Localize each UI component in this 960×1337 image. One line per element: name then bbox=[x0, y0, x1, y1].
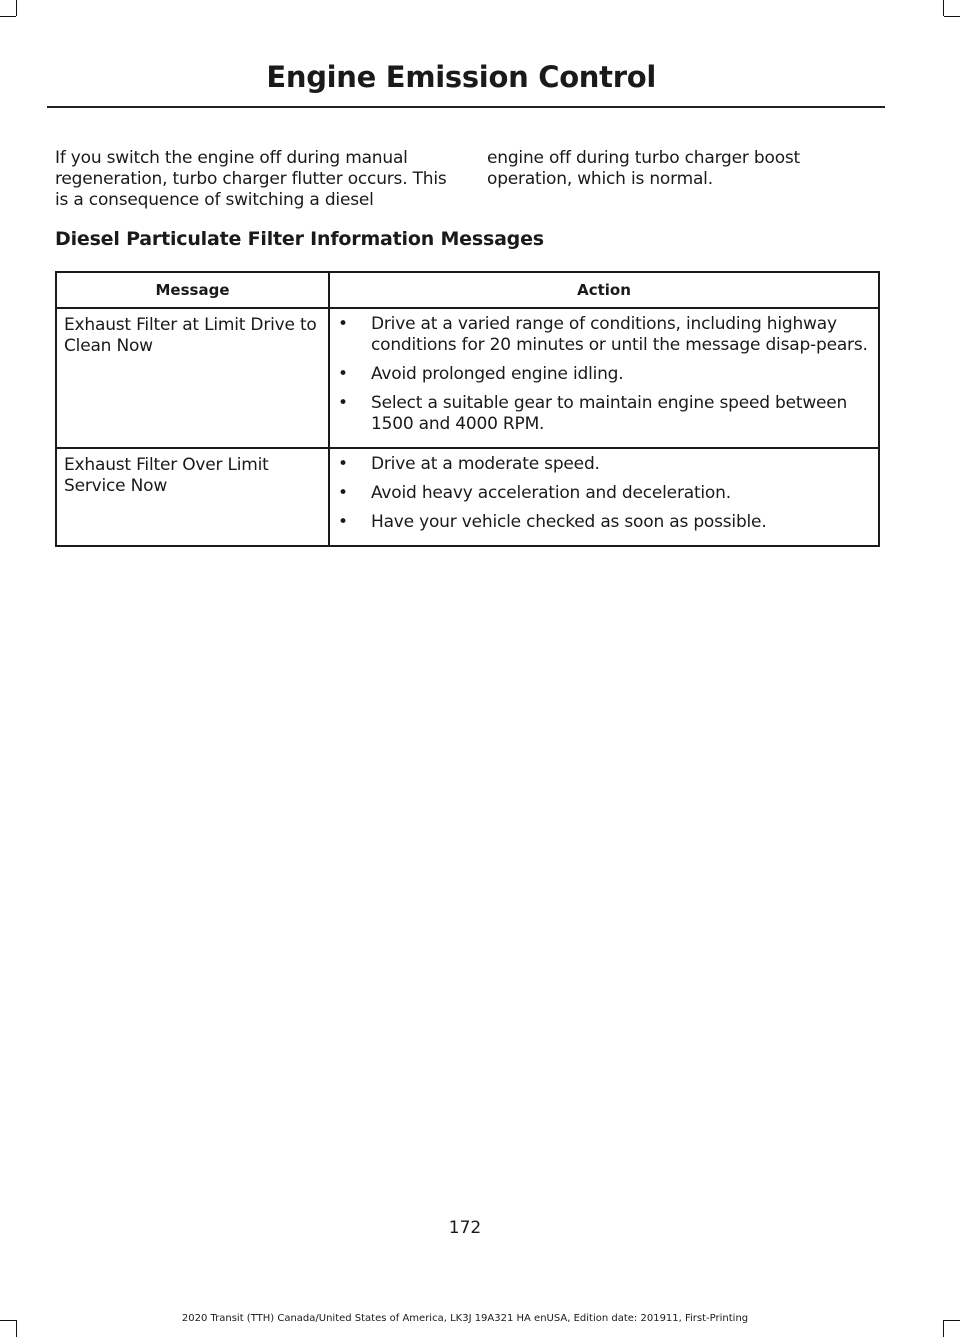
page-number: 172 bbox=[448, 1218, 482, 1238]
list-item bbox=[338, 364, 874, 385]
bullet-icon: • bbox=[338, 454, 348, 474]
action-text: Drive at a moderate speed. bbox=[371, 454, 600, 474]
list-item bbox=[338, 314, 874, 356]
crop-mark-bottom-right-v bbox=[943, 1320, 944, 1337]
title-divider bbox=[47, 106, 885, 108]
action-text: Avoid heavy acceleration and deceleration. bbox=[371, 483, 731, 503]
bullet-icon: • bbox=[338, 364, 348, 384]
list-item bbox=[338, 512, 874, 533]
bullet-icon: • bbox=[338, 483, 348, 503]
list-item bbox=[338, 454, 874, 475]
action-text: Avoid prolonged engine idling. bbox=[371, 364, 624, 384]
list-item bbox=[338, 393, 874, 435]
edition-footer: 2020 Transit (TTH) Canada/United States of America, LK3J 19A321 HA enUSA, Edition date: 201911, First-Printing bbox=[181, 1313, 749, 1324]
message-cell: Exhaust Filter Over Limit Service Now bbox=[56, 448, 329, 546]
crop-mark-bottom-right-h bbox=[944, 1320, 960, 1321]
action-list bbox=[338, 314, 874, 435]
action-cell bbox=[329, 308, 879, 448]
bullet-icon: • bbox=[338, 393, 348, 413]
table-row bbox=[56, 308, 879, 448]
dpf-messages-table bbox=[55, 271, 880, 547]
page-title: Engine Emission Control bbox=[266, 60, 656, 94]
table-header-row bbox=[56, 272, 879, 308]
section-heading: Diesel Particulate Filter Information Messages bbox=[55, 228, 544, 250]
action-list bbox=[338, 454, 874, 533]
message-cell: Exhaust Filter at Limit Drive to Clean Now bbox=[56, 308, 329, 448]
table-row bbox=[56, 448, 879, 546]
intro-text-right: engine off during turbo charger boost operation, which is normal. bbox=[487, 148, 801, 189]
action-text: Drive at a varied range of conditions, including highway conditions for 20 minutes or until the message disap-pears. bbox=[371, 314, 868, 355]
bullet-icon: • bbox=[338, 512, 348, 532]
action-text: Select a suitable gear to maintain engine speed between 1500 and 4000 RPM. bbox=[371, 393, 848, 434]
column-header-message: Message bbox=[56, 272, 329, 308]
crop-mark-top-right-h bbox=[944, 16, 960, 17]
action-text: Have your vehicle checked as soon as possible. bbox=[371, 512, 767, 532]
crop-mark-top-left-v bbox=[16, 0, 17, 16]
intro-text-left: If you switch the engine off during manual regeneration, turbo charger flutter occurs. This is a consequence of switching a diesel bbox=[55, 148, 447, 210]
list-item bbox=[338, 483, 874, 504]
bullet-icon: • bbox=[338, 314, 348, 334]
action-cell bbox=[329, 448, 879, 546]
column-header-action: Action bbox=[329, 272, 879, 308]
crop-mark-top-left-h bbox=[0, 16, 16, 17]
crop-mark-top-right-v bbox=[943, 0, 944, 16]
